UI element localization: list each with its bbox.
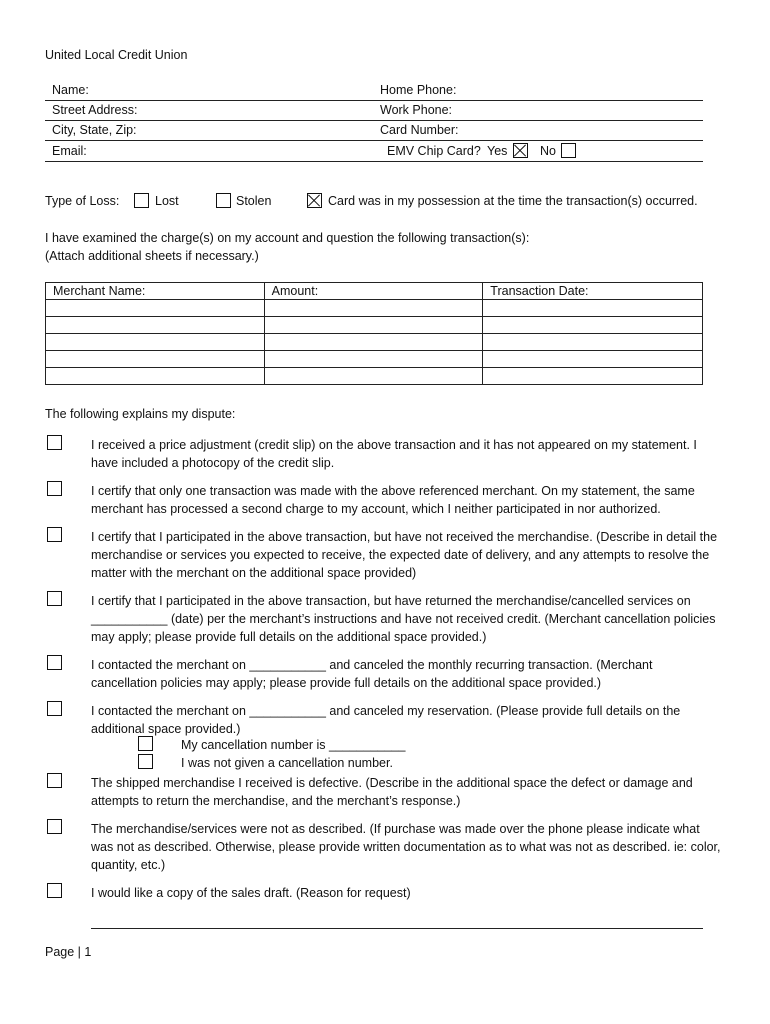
- divider: [45, 140, 703, 141]
- merchant-name-header: Merchant Name:: [46, 283, 265, 300]
- reason-1-text: I received a price adjustment (credit slip) on the above transaction and it has not appeared on my statement. I have included a photocopy of the credit slip.: [91, 438, 697, 470]
- table-row: [46, 300, 703, 317]
- reason-5-text: I contacted the merchant on ___________ and canceled the monthly recurring transaction. (Merchant cancellation policies may apply; please provide full details on the additional space provided.): [91, 658, 653, 690]
- table-row: [46, 351, 703, 368]
- emv-yes-label: Yes: [487, 144, 508, 158]
- table-header-row: [46, 283, 703, 300]
- lost-checkbox[interactable]: [134, 193, 149, 208]
- reason-2-text: I certify that only one transaction was made with the above referenced merchant. On my statement, the same merchant has processed a second charge to my account, which I neither participated in nor authorized.: [91, 484, 695, 516]
- reason-2-checkbox[interactable]: [47, 481, 62, 496]
- emv-no-label: No: [540, 144, 556, 158]
- reason-8-text: The merchandise/services were not as described. (If purchase was made over the phone please indicate what was not as described. Otherwise, please provide written documentation as to what was not as described. ie: color, quantity, etc.): [91, 822, 721, 872]
- divider: [45, 100, 703, 101]
- amount-cell[interactable]: [264, 368, 483, 385]
- table-row: [46, 317, 703, 334]
- divider: [45, 120, 703, 121]
- reason-3-checkbox[interactable]: [47, 527, 62, 542]
- city-state-zip-label: City, State, Zip:: [52, 123, 137, 137]
- table-row: [46, 368, 703, 385]
- no-cancellation-number-text: I was not given a cancellation number.: [181, 756, 393, 770]
- street-address-label: Street Address:: [52, 103, 138, 117]
- intro-line-1: I have examined the charge(s) on my account and question the following transaction(s):: [45, 231, 530, 245]
- reason-6-checkbox[interactable]: [47, 701, 62, 716]
- table-row: [46, 334, 703, 351]
- merchant-cell[interactable]: [46, 351, 265, 368]
- date-cell[interactable]: [483, 300, 703, 317]
- reason-3-text: I certify that I participated in the above transaction, but have not received the merchandise. (Describe in detail the merchandise or services you expected to receive, the expected date of delivery, and any attempts to resolve the matter with the merchant on the additional space provided): [91, 530, 718, 580]
- merchant-cell[interactable]: [46, 300, 265, 317]
- stolen-label: Stolen: [236, 194, 272, 208]
- name-label: Name:: [52, 83, 89, 97]
- home-phone-label: Home Phone:: [380, 83, 457, 97]
- page-number: Page | 1: [45, 945, 92, 959]
- cancellation-number-text: My cancellation number is ___________: [181, 738, 406, 752]
- emv-chip-label: EMV Chip Card?: [387, 144, 481, 158]
- transactions-table: [45, 282, 703, 385]
- divider: [45, 161, 703, 162]
- date-cell[interactable]: [483, 368, 703, 385]
- merchant-cell[interactable]: [46, 368, 265, 385]
- amount-cell[interactable]: [264, 317, 483, 334]
- reason-8-checkbox[interactable]: [47, 819, 62, 834]
- merchant-cell[interactable]: [46, 334, 265, 351]
- emv-no-checkbox[interactable]: [561, 143, 576, 158]
- intro-line-2: (Attach additional sheets if necessary.): [45, 249, 259, 263]
- cancellation-number-checkbox[interactable]: [138, 736, 153, 751]
- work-phone-label: Work Phone:: [380, 103, 453, 117]
- lost-label: Lost: [155, 194, 179, 208]
- possession-label: Card was in my possession at the time the transaction(s) occurred.: [328, 194, 698, 208]
- reason-5-checkbox[interactable]: [47, 655, 62, 670]
- amount-cell[interactable]: [264, 334, 483, 351]
- reason-4-checkbox[interactable]: [47, 591, 62, 606]
- reason-7-checkbox[interactable]: [47, 773, 62, 788]
- card-number-label: Card Number:: [380, 123, 459, 137]
- amount-cell[interactable]: [264, 351, 483, 368]
- reason-6-text: I contacted the merchant on ___________ and canceled my reservation. (Please provide full details on the additional space provided.): [91, 704, 681, 736]
- amount-cell[interactable]: [264, 300, 483, 317]
- signature-line: [91, 928, 703, 929]
- date-cell[interactable]: [483, 334, 703, 351]
- date-cell[interactable]: [483, 351, 703, 368]
- amount-header: Amount:: [264, 283, 483, 300]
- dispute-heading: The following explains my dispute:: [45, 407, 236, 421]
- stolen-checkbox[interactable]: [216, 193, 231, 208]
- emv-yes-checkbox[interactable]: [513, 143, 528, 158]
- possession-checkbox[interactable]: [307, 193, 322, 208]
- email-label: Email:: [52, 144, 87, 158]
- date-cell[interactable]: [483, 317, 703, 334]
- type-of-loss-label: Type of Loss:: [45, 194, 120, 208]
- transaction-date-header: Transaction Date:: [483, 283, 703, 300]
- merchant-cell[interactable]: [46, 317, 265, 334]
- reason-1-checkbox[interactable]: [47, 435, 62, 450]
- organization-name: United Local Credit Union: [45, 48, 188, 62]
- no-cancellation-number-checkbox[interactable]: [138, 754, 153, 769]
- reason-4-text: I certify that I participated in the above transaction, but have returned the merchandise/cancelled services on ___________ (date) per the merchant’s instructions and have not received credit. (Merchant cancellation policies may apply; please provide full details on the additional space provided.): [91, 594, 716, 644]
- reason-9-checkbox[interactable]: [47, 883, 62, 898]
- reason-7-text: The shipped merchandise I received is defective. (Describe in the additional space the defect or damage and attempts to return the merchandise, and the merchant’s response.): [91, 776, 693, 808]
- reason-9-text: I would like a copy of the sales draft. (Reason for request): [91, 886, 411, 900]
